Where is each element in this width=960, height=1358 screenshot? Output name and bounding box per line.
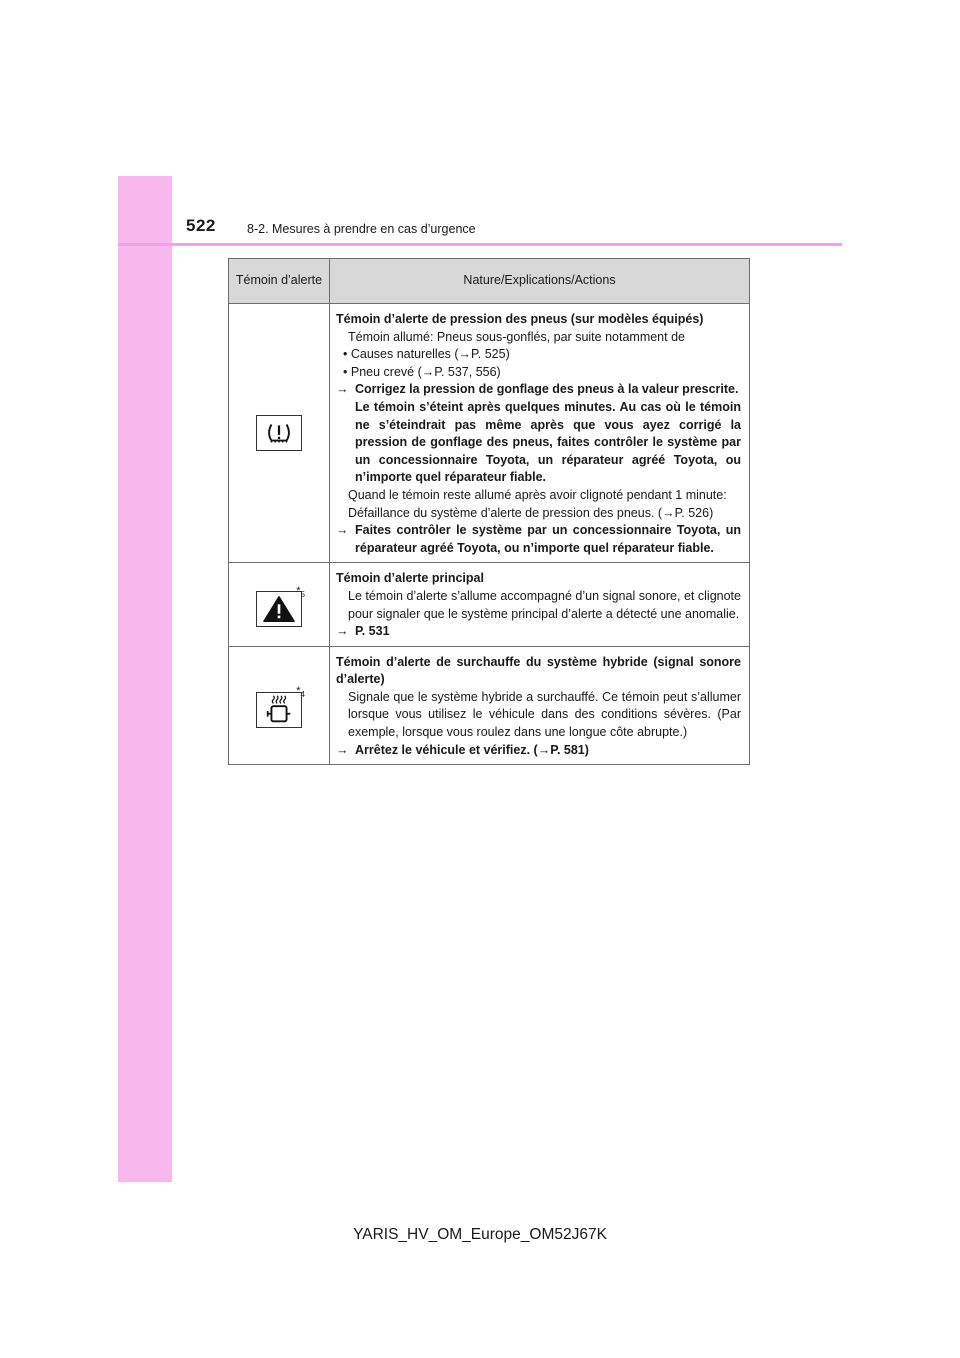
table-row <box>229 304 750 563</box>
table-row <box>229 646 750 765</box>
footnote-mark: $*_5$ <box>296 585 305 600</box>
column-header-indicator: Témoin d’alerte <box>229 259 330 304</box>
tire-pressure-warning-icon <box>256 415 302 451</box>
document-footer: YARIS_HV_OM_Europe_OM52J67K <box>353 1226 607 1243</box>
action-text: → Corrigez la pression de gonflage des pneus à la valeur prescrite. <box>336 381 741 399</box>
description-text: Signale que le système hybride a surchauffé. Ce témoin peut s’allumer lorsque vous utilisez le véhicule dans des conditions sévères. (Par exemple, lorsque vous roulez dans une longue côte abrupte.) <box>348 689 741 740</box>
master-warning-triangle-icon <box>256 591 302 627</box>
row-title: Témoin d’alerte de surchauffe du système hybride (signal sonore d’alerte) <box>336 654 741 687</box>
warning-lights-table <box>228 258 750 765</box>
section-title: 8-2. Mesures à prendre en cas d’urgence <box>247 222 476 236</box>
arrow-icon: → <box>336 382 349 397</box>
indicator-cell <box>229 646 330 765</box>
action-text: → Arrêtez le véhicule et vérifiez. (→P. 581) <box>336 742 741 760</box>
bullet-item: • Causes naturelles (→P. 525) <box>343 347 510 362</box>
action-text: → P. 531 <box>336 623 741 641</box>
description-text: Quand le témoin reste allumé après avoir clignoté pendant 1 minute: <box>348 487 727 502</box>
description-text: Témoin allumé: Pneus sous-gonflés, par suite notamment de <box>348 329 685 344</box>
table-row <box>229 563 750 646</box>
hybrid-system-overheat-icon <box>256 692 302 728</box>
footnote-mark: $*_4$ <box>296 684 305 699</box>
arrow-icon: → <box>336 523 349 538</box>
row-title: Témoin d’alerte principal <box>336 571 484 586</box>
arrow-icon: → <box>336 624 349 639</box>
indicator-cell <box>229 304 330 563</box>
column-header-explanation: Nature/Explications/Actions <box>330 259 750 304</box>
explanation-cell <box>330 304 750 563</box>
action-detail: Le témoin s’éteint après quelques minutes. Au cas où le témoin ne s’éteindrait pas même après que vous ayez corrigé la pression de gonflage des pneus, faites contrôler le système par un concessionnaire Toyota, un réparateur agréé Toyota, ou n’importe quel réparateur fiable. <box>355 399 741 485</box>
row-title: Témoin d’alerte de pression des pneus (sur modèles équipés) <box>336 312 704 326</box>
indicator-cell <box>229 563 330 646</box>
arrow-icon: → <box>336 742 349 757</box>
table-header-row <box>229 259 750 304</box>
description-text: Le témoin d’alerte s’allume accompagné d’un signal sonore, et clignote pour signaler que le système principal d’alerte a détecté une anomalie. <box>348 588 741 621</box>
action-text: → Faites contrôler le système par un concessionnaire Toyota, un réparateur agréé Toyota, ou n’importe quel réparateur fiable. <box>336 523 741 555</box>
explanation-cell <box>330 646 750 765</box>
page-number: 522 <box>186 216 216 235</box>
explanation-cell <box>330 563 750 646</box>
side-tab-band <box>118 176 172 1182</box>
header-rule <box>118 243 842 246</box>
bullet-item: • Pneu crevé (→P. 537, 556) <box>343 364 501 379</box>
description-text: Défaillance du système d’alerte de pression des pneus. (→P. 526) <box>348 505 714 520</box>
